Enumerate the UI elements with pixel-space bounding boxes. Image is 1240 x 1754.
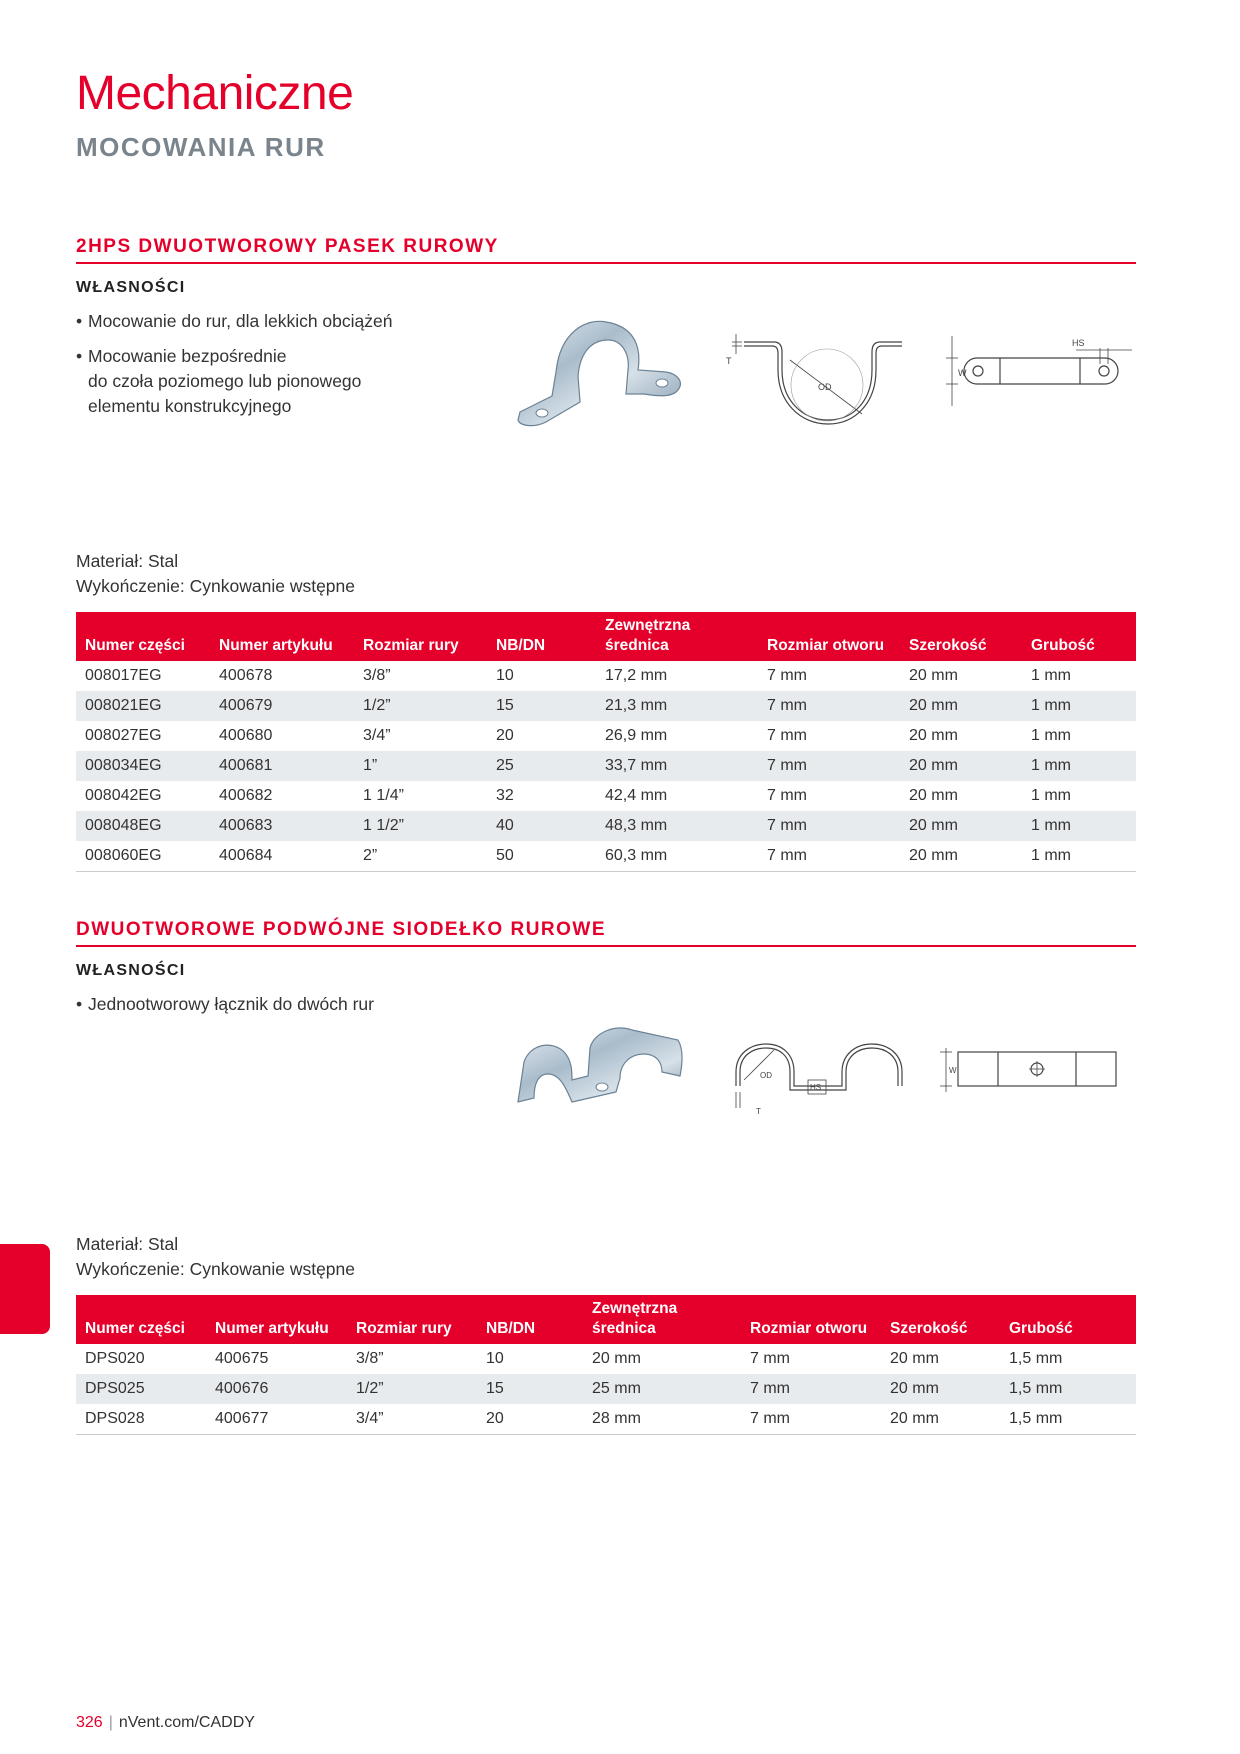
table-row: [76, 781, 1136, 811]
table-cell: 7 mm: [741, 1404, 881, 1435]
table-cell: 1 1/2”: [354, 811, 487, 841]
finish-text: Wykończenie: Cynkowanie wstępne: [76, 576, 356, 596]
chapter-side-tab: [0, 1244, 50, 1334]
table-cell: 3/4”: [363, 727, 391, 744]
column-header: Rozmiar rury: [354, 612, 487, 661]
section-title-dps: DWUOTWOROWE PODWÓJNE SIODEŁKO RUROWE: [76, 919, 607, 940]
table-cell: 400682: [219, 787, 273, 804]
table-cell: 1 mm: [1031, 667, 1071, 684]
pipe-strap-side-drawing: [722, 330, 902, 430]
table-header-row: [76, 612, 1136, 661]
column-header: Szerokość: [881, 1295, 1000, 1344]
table-cell: DPS025: [76, 1374, 206, 1404]
table-cell: 1 mm: [1022, 811, 1136, 841]
spec-table-dps: [76, 1295, 1136, 1435]
table-cell: 10: [496, 667, 514, 684]
table-cell: 20 mm: [881, 1404, 1000, 1435]
table-cell: 2”: [354, 841, 487, 872]
page-title: Mechaniczne: [76, 67, 354, 120]
table-cell: 7 mm: [758, 751, 900, 781]
table-cell: 7 mm: [750, 1350, 790, 1367]
table-cell: 1,5 mm: [1000, 1404, 1136, 1435]
table-cell: 1,5 mm: [1000, 1374, 1136, 1404]
table-cell: 20 mm: [900, 751, 1022, 781]
table-cell: 20 mm: [881, 1374, 1000, 1404]
property-item: • Mocowanie bezpośrednie do czoła poziomego lub pionowego elementu konstrukcyjnego: [76, 344, 496, 419]
table-cell: 20: [477, 1404, 583, 1435]
table-cell: 008042EG: [85, 787, 162, 804]
table-cell: 1 mm: [1031, 727, 1071, 744]
column-header: Szerokość: [900, 612, 1022, 661]
section-divider: [76, 262, 1136, 264]
table-cell: 1 mm: [1022, 751, 1136, 781]
column-header: Rozmiar rury: [347, 1295, 477, 1344]
table-cell: 20 mm: [900, 811, 1022, 841]
table-cell: 10: [486, 1350, 504, 1367]
material-text: Materiał: Stal: [76, 551, 179, 571]
properties-heading: WŁASNOŚCI: [76, 279, 186, 296]
table-cell: 20 mm: [900, 841, 1022, 872]
column-header: Rozmiar otworu: [758, 612, 900, 661]
table-cell: 21,3 mm: [596, 691, 758, 721]
table-cell: 008034EG: [76, 751, 210, 781]
table-header-row: [76, 1295, 1136, 1344]
table-cell: 60,3 mm: [596, 841, 758, 872]
thickness-label: T: [726, 356, 732, 366]
properties-heading: WŁASNOŚCI: [76, 962, 186, 979]
table-cell: 3/4”: [347, 1404, 477, 1435]
table-cell: 1 1/4”: [363, 787, 404, 804]
table-cell: 25 mm: [583, 1374, 741, 1404]
table-cell: 400684: [210, 841, 354, 872]
table-cell: 400675: [215, 1350, 269, 1367]
pipe-strap-top-drawing: [946, 336, 1136, 408]
finish-text: Wykończenie: Cynkowanie wstępne: [76, 1259, 356, 1279]
section-title-2hps: 2HPS DWUOTWOROWY PASEK RUROWY: [76, 236, 499, 257]
table-cell: 20 mm: [909, 727, 958, 744]
table-cell: 20 mm: [592, 1350, 641, 1367]
table-cell: 008017EG: [85, 667, 162, 684]
material-text: Materiał: Stal: [76, 1234, 179, 1254]
properties-list: [76, 992, 496, 1027]
table-cell: 1 mm: [1022, 841, 1136, 872]
column-header: Zewnętrzna średnica: [583, 1295, 741, 1344]
table-cell: 7 mm: [767, 787, 807, 804]
column-header: Numer części: [76, 612, 210, 661]
width-label: W: [958, 368, 967, 378]
property-item: • Jednootworowy łącznik do dwóch rur: [76, 992, 496, 1017]
spec-table-2hps: [76, 612, 1136, 872]
footer-separator: |: [108, 1714, 113, 1731]
table-cell: 50: [487, 841, 596, 872]
table-cell: 1/2”: [347, 1374, 477, 1404]
hole-size-label: HS: [810, 1083, 822, 1092]
table-cell: 20 mm: [900, 691, 1022, 721]
table-cell: 48,3 mm: [596, 811, 758, 841]
column-header: Numer części: [76, 1295, 206, 1344]
table-cell: DPS020: [85, 1350, 145, 1367]
column-header: NB/DN: [477, 1295, 583, 1344]
column-header: Rozmiar otworu: [741, 1295, 881, 1344]
column-header: NB/DN: [487, 612, 596, 661]
table-row: [76, 691, 1136, 721]
hole-size-label: HS: [1072, 338, 1085, 348]
table-cell: 7 mm: [758, 841, 900, 872]
column-header: Grubość: [1000, 1295, 1136, 1344]
properties-list: [76, 309, 496, 429]
width-label: W: [949, 1066, 957, 1075]
table-row: [76, 1374, 1136, 1404]
table-cell: 1 mm: [1031, 787, 1071, 804]
page-number: 326: [76, 1714, 103, 1731]
table-cell: 1”: [354, 751, 487, 781]
table-cell: 008027EG: [85, 727, 162, 744]
table-cell: 20 mm: [890, 1350, 939, 1367]
outer-diameter-label: OD: [818, 382, 832, 392]
table-cell: 400678: [219, 667, 273, 684]
table-row: [76, 1404, 1136, 1435]
double-saddle-top-drawing: [940, 1048, 1120, 1092]
table-cell: 40: [487, 811, 596, 841]
table-cell: 008060EG: [76, 841, 210, 872]
table-cell: 25: [487, 751, 596, 781]
pipe-strap-product-image: [516, 314, 686, 434]
table-cell: 400681: [210, 751, 354, 781]
table-cell: 7 mm: [758, 691, 900, 721]
table-row: [76, 811, 1136, 841]
outer-diameter-label: OD: [760, 1071, 772, 1080]
thickness-label: T: [756, 1107, 761, 1116]
table-cell: 1/2”: [354, 691, 487, 721]
table-cell: 3/8”: [356, 1350, 384, 1367]
table-cell: 400677: [206, 1404, 347, 1435]
table-row: [76, 841, 1136, 872]
table-cell: 008048EG: [76, 811, 210, 841]
double-saddle-side-drawing: [722, 1036, 902, 1116]
table-cell: 33,7 mm: [596, 751, 758, 781]
table-cell: 008021EG: [76, 691, 210, 721]
table-cell: 400680: [219, 727, 273, 744]
table-cell: 17,2 mm: [605, 667, 668, 684]
column-header: Numer artykułu: [210, 612, 354, 661]
table-cell: 7 mm: [767, 667, 807, 684]
table-row: [76, 751, 1136, 781]
page-subtitle: MOCOWANIA RUR: [76, 132, 326, 162]
footer-link[interactable]: nVent.com/CADDY: [118, 1714, 255, 1731]
table-cell: 3/8”: [363, 667, 391, 684]
table-cell: 20: [496, 727, 514, 744]
table-cell: 400683: [210, 811, 354, 841]
column-header: Grubość: [1022, 612, 1136, 661]
table-cell: 26,9 mm: [605, 727, 668, 744]
table-row: [76, 1344, 1136, 1374]
table-cell: 15: [487, 691, 596, 721]
table-cell: 400679: [210, 691, 354, 721]
table-cell: 32: [496, 787, 514, 804]
table-cell: 42,4 mm: [605, 787, 668, 804]
column-header: Numer artykułu: [206, 1295, 347, 1344]
table-row: [76, 661, 1136, 691]
column-header: Zewnętrzna średnica: [596, 612, 758, 661]
page-footer: [76, 1714, 255, 1732]
table-cell: 1,5 mm: [1009, 1350, 1063, 1367]
table-cell: 28 mm: [583, 1404, 741, 1435]
table-cell: 1 mm: [1022, 691, 1136, 721]
table-cell: 7 mm: [767, 727, 807, 744]
double-saddle-product-image: [516, 1026, 686, 1106]
table-cell: DPS028: [76, 1404, 206, 1435]
table-cell: 400676: [206, 1374, 347, 1404]
section-divider: [76, 945, 1136, 947]
table-row: [76, 721, 1136, 751]
table-cell: 7 mm: [741, 1374, 881, 1404]
table-cell: 7 mm: [758, 811, 900, 841]
property-item: • Mocowanie do rur, dla lekkich obciążeń: [76, 309, 496, 334]
table-cell: 20 mm: [909, 787, 958, 804]
table-cell: 15: [477, 1374, 583, 1404]
table-cell: 20 mm: [909, 667, 958, 684]
